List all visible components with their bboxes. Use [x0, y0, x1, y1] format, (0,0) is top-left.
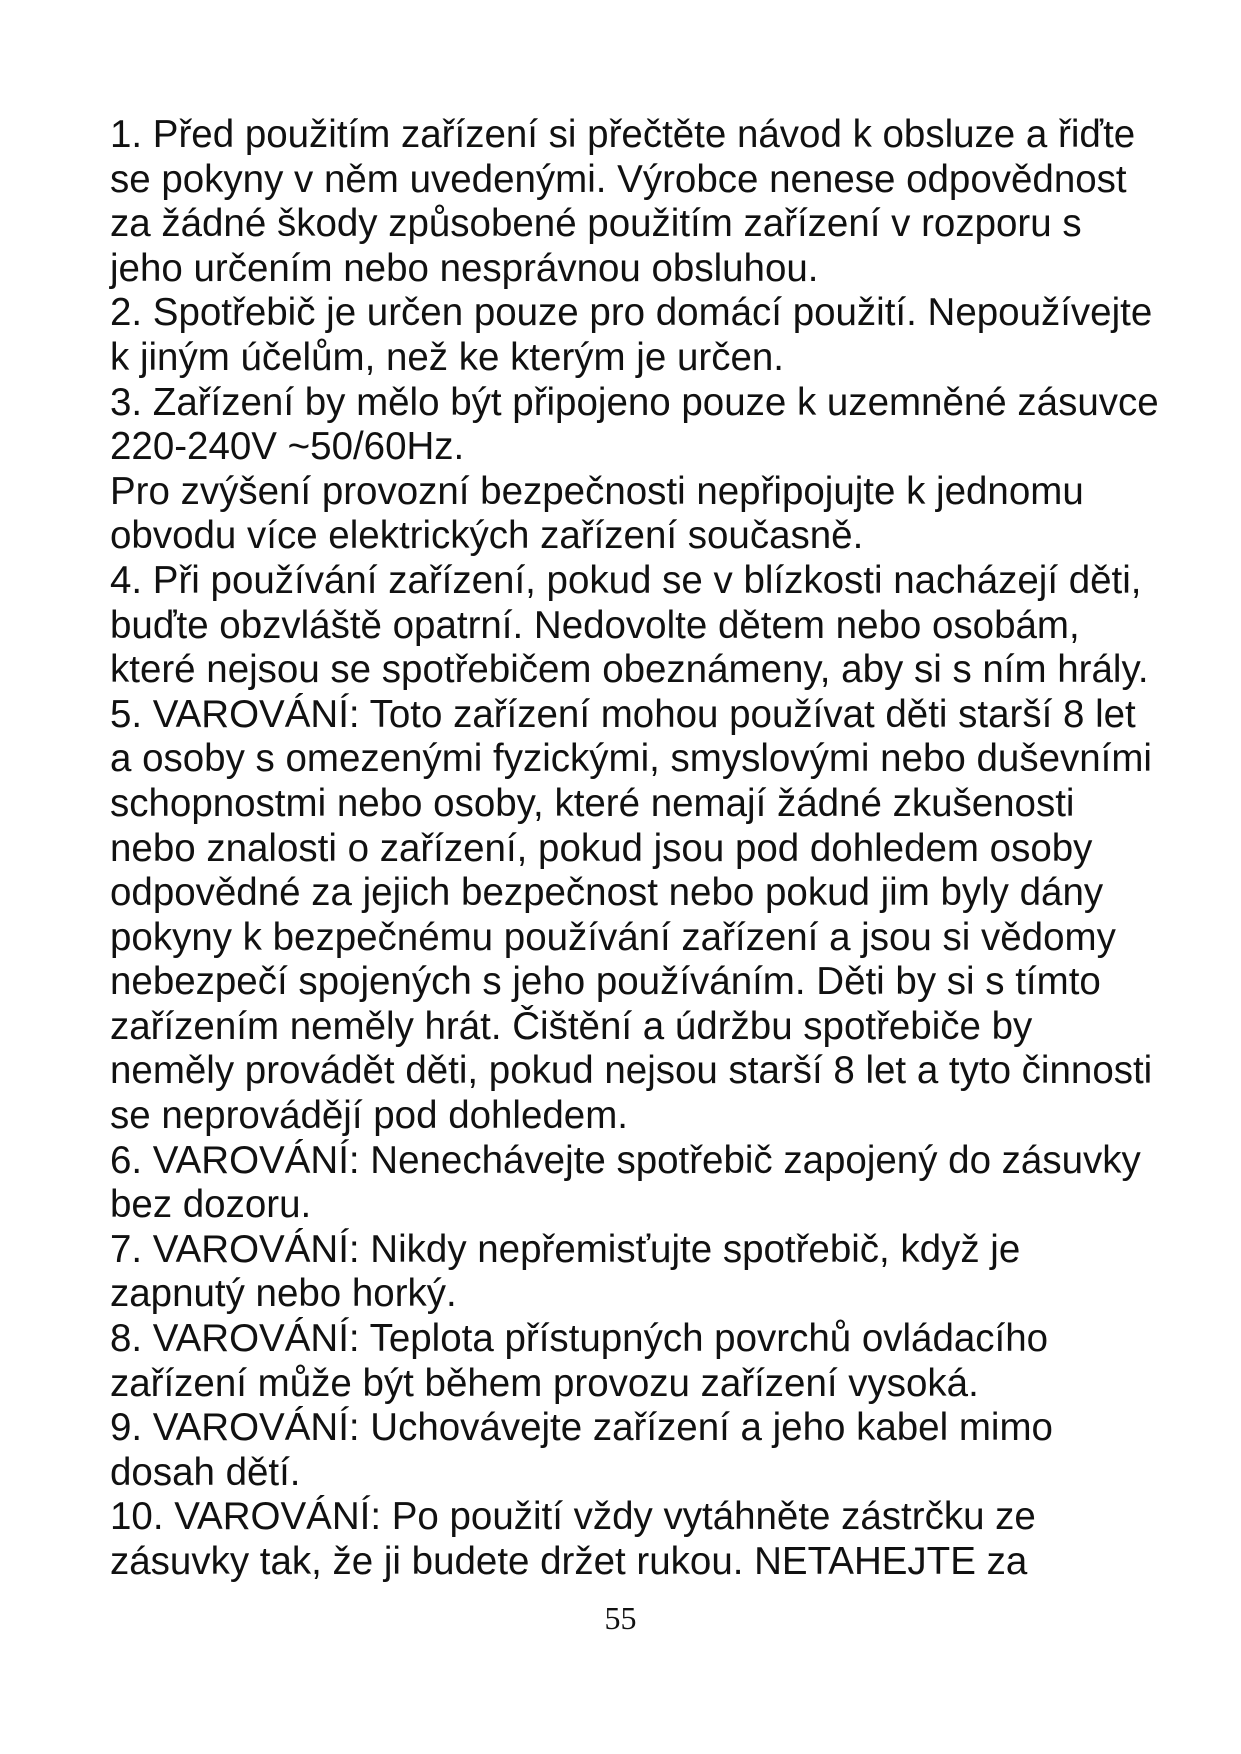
page-number: 55 [604, 1600, 637, 1636]
text-line: se pokyny v něm uvedenými. Výrobce nenese odpovědnost [110, 157, 1127, 201]
text-line: 9. VAROVÁNÍ: Uchovávejte zařízení a jeho kabel mimo [110, 1406, 1053, 1450]
text-line: pokyny k bezpečnému používání zařízení a jsou si vědomy [110, 915, 1116, 959]
text-line: za žádné škody způsobené použitím zařízení v rozporu s [110, 202, 1082, 246]
text-line: 1. Před použitím zařízení si přečtěte návod k obsluze a řiďte [110, 113, 1136, 156]
text-line: dosah dětí. [110, 1450, 301, 1494]
text-line: zásuvky tak, že ji budete držet rukou. NETAHEJTE za [110, 1540, 1028, 1583]
text-line: a osoby s omezenými fyzickými, smyslovými nebo duševními [110, 737, 1152, 781]
text-line: buďte obzvláště opatrní. Nedovolte dětem nebo osobám, [110, 603, 1080, 647]
text-line: odpovědné za jejich bezpečnost nebo pokud jim byly dány [110, 871, 1104, 915]
text-line: zapnutý nebo horký. [110, 1272, 457, 1316]
text-line: bez dozoru. [110, 1183, 312, 1227]
text-line: které nejsou se spotřebičem obeznámeny, aby si s ním hrály. [110, 648, 1149, 692]
text-line: 8. VAROVÁNÍ: Teplota přístupných povrchů ovládacího [110, 1317, 1049, 1361]
text-line: 4. Při používání zařízení, pokud se v blízkosti nacházejí děti, [110, 558, 1142, 602]
text-line: k jiným účelům, než ke kterým je určen. [110, 335, 784, 379]
text-line: Pro zvýšení provozní bezpečnosti nepřipojujte k jednomu [110, 469, 1084, 513]
text-line: 2. Spotřebič je určen pouze pro domácí použití. Nepoužívejte [110, 291, 1153, 335]
text-line: jeho určením nebo nesprávnou obsluhou. [110, 246, 819, 290]
text-line: neměly provádět děti, pokud nejsou starší 8 let a tyto činnosti [110, 1049, 1153, 1093]
text-line: 6. VAROVÁNÍ: Nenechávejte spotřebič zapojený do zásuvky [110, 1138, 1141, 1182]
text-line: obvodu více elektrických zařízení současně. [110, 514, 864, 558]
text-line: nebo znalosti o zařízení, pokud jsou pod dohledem osoby [110, 826, 1093, 870]
text-line: 7. VAROVÁNÍ: Nikdy nepřemisťujte spotřebič, když je [110, 1227, 1021, 1271]
text-line: 3. Zařízení by mělo být připojeno pouze k uzemněné zásuvce [110, 380, 1159, 424]
text-line: se neprovádějí pod dohledem. [110, 1094, 628, 1138]
text-line: 5. VAROVÁNÍ: Toto zařízení mohou používat děti starší 8 let [110, 692, 1136, 736]
text-line: nebezpečí spojených s jeho používáním. Děti by si s tímto [110, 960, 1101, 1004]
safety-instructions-text [110, 113, 1200, 1585]
text-line: zařízením neměly hrát. Čištění a údržbu spotřebiče by [110, 1004, 1033, 1048]
text-line: 10. VAROVÁNÍ: Po použití vždy vytáhněte zástrčku ze [110, 1495, 1036, 1539]
text-line: zařízení může být během provozu zařízení vysoká. [110, 1361, 979, 1405]
text-line: 220-240V ~50/60Hz. [110, 425, 465, 469]
text-line: schopnostmi nebo osoby, které nemají žádné zkušenosti [110, 781, 1075, 825]
